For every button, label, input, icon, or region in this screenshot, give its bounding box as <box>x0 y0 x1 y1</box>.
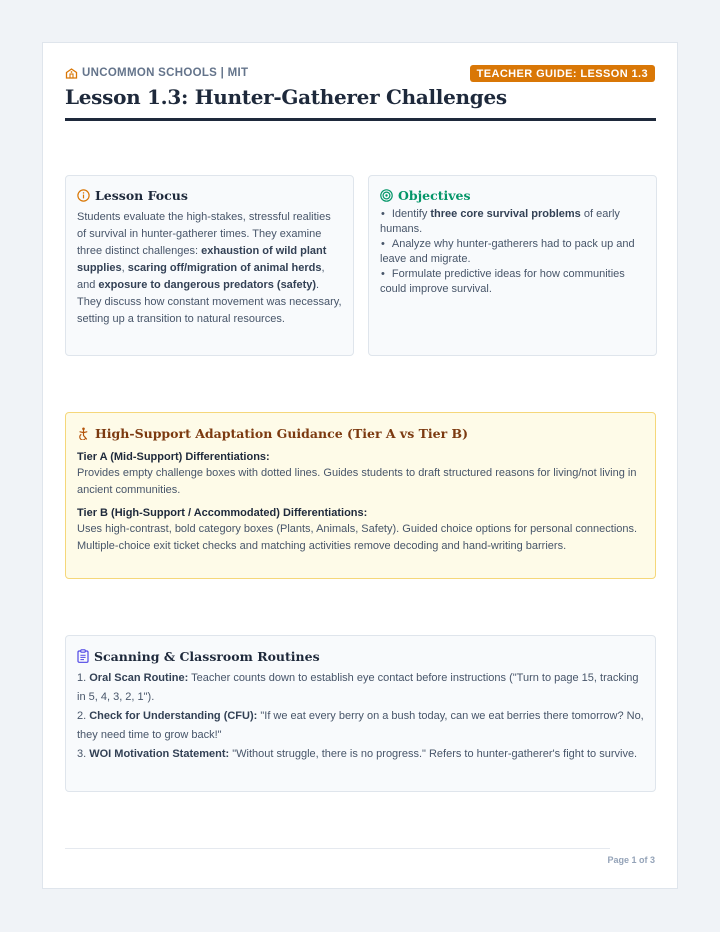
tier-b-text: Uses high-contrast, bold category boxes (Plants, Animals, Safety). Guided choice options for personal connections. Multiple-choice exit ticket checks and matching activities remove decoding and hand-writing barriers. <box>77 523 638 552</box>
classroom-routines-card <box>65 635 656 792</box>
accessibility-icon <box>77 427 90 440</box>
objectives-card <box>368 175 657 356</box>
lesson-focus-title: Lesson Focus <box>95 187 188 203</box>
objective-item: • Formulate predictive ideas for how communities could improve survival. <box>380 267 645 296</box>
clipboard-icon <box>77 649 89 663</box>
title-divider <box>65 118 656 121</box>
adaptation-guidance-title: High-Support Adaptation Guidance (Tier A vs Tier B) <box>95 425 469 441</box>
brand <box>65 65 248 81</box>
tier-a-text: Provides empty challenge boxes with dotted lines. Guides students to draft structured reasons for living/not living in ancient communities. <box>77 467 637 496</box>
target-icon <box>380 189 393 202</box>
page-title: Lesson 1.3: Hunter-Gatherer Challenges <box>65 85 507 109</box>
objective-item: • Analyze why hunter-gatherers had to pack up and leave and migrate. <box>380 237 645 266</box>
brand-text: UNCOMMON SCHOOLS | MIT <box>82 67 249 79</box>
routine-item: 3. WOI Motivation Statement: "Without struggle, there is no progress." Refers to hunter-gatherer's fight to survive. <box>77 748 638 760</box>
objectives-title: Objectives <box>398 187 471 203</box>
objective-item: • Identify three core survival problems of early humans. <box>380 207 645 236</box>
tier-b-label: Tier B (High-Support / Accommodated) Differentiations: <box>77 507 368 519</box>
footer-divider <box>65 848 610 849</box>
document-page <box>42 42 678 889</box>
routine-item: 1. Oral Scan Routine: Teacher counts down to establish eye contact before instructions ("Turn to page 15, tracking in 5, 4, 3, 2, 1"). <box>77 672 639 703</box>
tier-a-label: Tier A (Mid-Support) Differentiations: <box>77 451 270 463</box>
school-icon <box>65 67 78 79</box>
adaptation-guidance-card <box>65 412 656 579</box>
routine-item: 2. Check for Understanding (CFU): "If we eat every berry on a bush today, can we eat berries there tomorrow? No, they need time to grow back!" <box>77 710 644 741</box>
classroom-routines-title: Scanning & Classroom Routines <box>94 648 320 664</box>
objectives-list <box>380 207 645 296</box>
info-circle-icon <box>77 189 90 202</box>
lesson-focus-text: Students evaluate the high-stakes, stressful realities of survival in hunter-gatherer times. They examine three distinct challenges: exhaustion of wild plant supplies, scaring off/migration of animal herds, and exposure to dangerous predators (safety). They discuss how constant movement was necessary, setting up a transition to natural resources. <box>77 211 342 325</box>
page-number: Page 1 of 3 <box>607 855 655 865</box>
lesson-focus-card <box>65 175 354 356</box>
teacher-guide-badge: TEACHER GUIDE: LESSON 1.3 <box>470 65 655 82</box>
